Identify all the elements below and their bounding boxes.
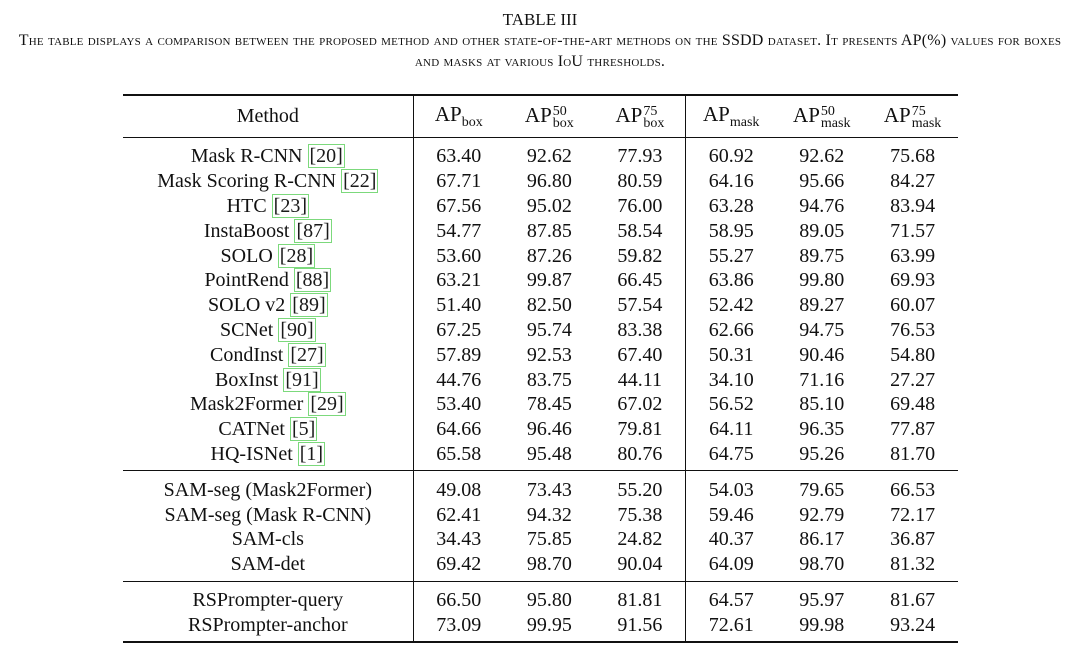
- value-cell: 63.40: [436, 145, 482, 168]
- value-cell: 54.77: [436, 219, 482, 242]
- value-cell: 55.20: [595, 471, 686, 502]
- value-cell: 57.89: [436, 343, 482, 366]
- value-cell: 24.82: [595, 527, 686, 552]
- value-cell: 86.17: [799, 528, 845, 551]
- value-cell: 67.40: [595, 342, 686, 367]
- method-name: SOLO v2: [208, 294, 286, 317]
- value-cell: 75.38: [595, 502, 686, 527]
- method-name: InstaBoost: [203, 219, 290, 242]
- value-cell: 89.05: [799, 219, 845, 242]
- citation-link[interactable]: [89]: [292, 294, 326, 317]
- citation-link[interactable]: [91]: [285, 368, 319, 391]
- value-cell: 58.95: [708, 219, 754, 242]
- value-cell: 99.80: [799, 269, 845, 292]
- method-name: CATNet: [218, 418, 285, 441]
- value-cell: 54.03: [686, 471, 777, 502]
- method-cell: [123, 367, 413, 392]
- citation-link[interactable]: [23]: [273, 194, 307, 217]
- method-cell: [123, 552, 413, 581]
- value-cell: 50.31: [708, 343, 754, 366]
- value-cell: 71.16: [799, 368, 845, 391]
- header-ap-box: [413, 95, 504, 138]
- value-cell: 95.80: [504, 581, 595, 612]
- table-body: [123, 138, 958, 643]
- value-cell: 87.26: [526, 244, 572, 267]
- value-cell: 64.66: [436, 418, 482, 441]
- value-cell: 59.82: [595, 243, 686, 268]
- value-cell: 76.53: [890, 318, 936, 341]
- value-cell: 54.80: [890, 343, 936, 366]
- method-cell: [123, 342, 413, 367]
- value-cell: 80.76: [595, 442, 686, 471]
- method-cell: [123, 471, 413, 502]
- value-cell: 79.65: [776, 471, 867, 502]
- value-cell: 77.87: [890, 418, 936, 441]
- value-cell: 55.27: [708, 244, 754, 267]
- method-cell: [123, 392, 413, 417]
- value-cell: 90.46: [799, 343, 845, 366]
- table-row: [123, 392, 958, 417]
- table-row: [123, 318, 958, 343]
- table-row: [123, 169, 958, 194]
- method-name: SAM-seg (Mask2Former): [163, 478, 372, 501]
- method-name: BoxInst: [214, 368, 279, 391]
- value-cell: 51.40: [436, 294, 482, 317]
- value-cell: 95.74: [526, 318, 572, 341]
- value-cell: 82.50: [526, 294, 572, 317]
- table-row: [123, 138, 958, 169]
- method-cell: [123, 138, 413, 169]
- citation-link[interactable]: [22]: [343, 170, 377, 193]
- value-cell: 36.87: [890, 528, 936, 551]
- value-cell: 53.60: [436, 244, 482, 267]
- citation-link[interactable]: [5]: [292, 418, 316, 441]
- citation-link[interactable]: [29]: [310, 393, 344, 416]
- header-ap-label: AP: [615, 103, 643, 128]
- value-cell: 27.27: [890, 368, 936, 391]
- method-name: CondInst: [209, 343, 284, 366]
- value-cell: 44.11: [595, 367, 686, 392]
- value-cell: 63.28: [708, 194, 754, 217]
- table-row: [123, 552, 958, 581]
- value-cell: 62.66: [708, 318, 754, 341]
- header-ap-box-75-sup: 75: [643, 103, 658, 119]
- citation-link[interactable]: [90]: [280, 318, 314, 341]
- value-cell: 95.66: [799, 170, 845, 193]
- value-cell: 89.27: [799, 294, 845, 317]
- value-cell: 63.21: [436, 269, 482, 292]
- table-row: [123, 293, 958, 318]
- method-name: SAM-cls: [231, 528, 304, 551]
- value-cell: 73.09: [413, 612, 504, 642]
- value-cell: 62.41: [436, 503, 482, 526]
- header-ap-box-50-sub: box: [552, 115, 574, 131]
- header-ap-label: AP: [434, 102, 462, 126]
- value-cell: 60.92: [708, 145, 754, 168]
- value-cell: 80.59: [595, 169, 686, 194]
- method-name: Mask2Former: [190, 393, 304, 416]
- value-cell: 83.94: [890, 194, 936, 217]
- value-cell: 92.53: [526, 343, 572, 366]
- value-cell: 98.70: [799, 553, 845, 576]
- table-row: [123, 218, 958, 243]
- method-cell: [123, 442, 413, 471]
- value-cell: 64.09: [708, 553, 754, 576]
- header-ap-box-sub: box: [461, 115, 483, 130]
- value-cell: 95.26: [799, 442, 845, 465]
- value-cell: 72.61: [686, 612, 777, 642]
- method-cell: [123, 194, 413, 219]
- value-cell: 87.85: [526, 219, 572, 242]
- method-name: RSPrompter-anchor: [188, 613, 348, 636]
- value-cell: 96.35: [799, 418, 845, 441]
- value-cell: 99.87: [526, 269, 572, 292]
- header-ap-box-50-sup: 50: [552, 103, 567, 119]
- value-cell: 57.54: [595, 293, 686, 318]
- value-cell: 91.56: [595, 612, 686, 642]
- value-cell: 94.75: [799, 318, 845, 341]
- value-cell: 56.52: [708, 393, 754, 416]
- table-row: [123, 612, 958, 642]
- table-row: [123, 502, 958, 527]
- value-cell: 53.40: [436, 393, 482, 416]
- value-cell: 69.42: [436, 553, 482, 576]
- method-cell: [123, 218, 413, 243]
- value-cell: 59.46: [708, 503, 754, 526]
- value-cell: 69.48: [890, 393, 936, 416]
- method-cell: [123, 318, 413, 343]
- value-cell: 81.81: [595, 581, 686, 612]
- value-cell: 75.68: [890, 145, 936, 168]
- table-row: [123, 581, 958, 612]
- value-cell: 90.04: [595, 552, 686, 581]
- table-row: [123, 243, 958, 268]
- value-cell: 99.95: [504, 612, 595, 642]
- citation-link[interactable]: [88]: [295, 269, 330, 292]
- value-cell: 84.27: [890, 170, 936, 193]
- value-cell: 64.57: [686, 581, 777, 612]
- value-cell: 67.02: [595, 392, 686, 417]
- header-ap-box-75: [595, 95, 686, 138]
- header-ap-mask-75-sup: 75: [911, 103, 926, 119]
- caption-text: The table displays a comparison between the proposed method and other state-of-the-art methods on the SSDD dataset. It presents AP(%) values for boxes and masks at various IoU thresholds.: [18, 32, 1062, 70]
- method-cell: [123, 243, 413, 268]
- value-cell: 66.50: [413, 581, 504, 612]
- table-row: [123, 527, 958, 552]
- table-row: [123, 268, 958, 293]
- value-cell: 77.93: [595, 138, 686, 169]
- header-ap-label: AP: [524, 103, 552, 128]
- method-cell: [123, 417, 413, 442]
- value-cell: 66.45: [595, 268, 686, 293]
- value-cell: 92.79: [799, 503, 845, 526]
- value-cell: 64.16: [708, 170, 754, 193]
- value-cell: 72.17: [890, 503, 936, 526]
- method-cell: [123, 612, 413, 642]
- value-cell: 75.85: [526, 528, 572, 551]
- method-name: SAM-seg (Mask R-CNN): [164, 503, 372, 526]
- value-cell: 93.24: [867, 612, 958, 642]
- table-caption: [0, 10, 1080, 72]
- header-ap-mask-75-sub: mask: [911, 115, 942, 131]
- method-name: SOLO: [220, 244, 273, 267]
- value-cell: 58.54: [595, 218, 686, 243]
- results-table: [123, 94, 958, 643]
- method-name: Mask Scoring R-CNN: [157, 170, 337, 193]
- citation-link[interactable]: [27]: [290, 343, 324, 366]
- value-cell: 83.75: [526, 368, 572, 391]
- citation-link[interactable]: [87]: [296, 219, 330, 242]
- value-cell: 98.70: [526, 553, 572, 576]
- value-cell: 71.57: [890, 219, 936, 242]
- value-cell: 96.46: [526, 418, 572, 441]
- header-ap-box-50: [504, 95, 595, 138]
- value-cell: 52.42: [708, 294, 754, 317]
- header-ap-mask-75: [867, 95, 958, 138]
- table-row: [123, 342, 958, 367]
- method-name: RSPrompter-query: [192, 588, 344, 611]
- value-cell: 81.70: [890, 442, 936, 465]
- value-cell: 94.76: [799, 194, 845, 217]
- table-row: [123, 417, 958, 442]
- value-cell: 64.11: [709, 418, 754, 441]
- header-ap-box-75-sub: box: [643, 115, 665, 131]
- header-method: Method: [123, 95, 413, 138]
- table-row: [123, 367, 958, 392]
- value-cell: 73.43: [504, 471, 595, 502]
- value-cell: 65.58: [436, 442, 482, 465]
- header-ap-label: AP: [702, 102, 730, 126]
- value-cell: 67.71: [436, 170, 482, 193]
- caption-title: TABLE III: [502, 10, 578, 29]
- value-cell: 76.00: [595, 194, 686, 219]
- header-ap-mask-50: [776, 95, 867, 138]
- method-name: PointRend: [204, 269, 289, 292]
- value-cell: 69.93: [890, 269, 936, 292]
- value-cell: 67.25: [436, 318, 482, 341]
- value-cell: 83.38: [595, 318, 686, 343]
- header-ap-mask-50-sub: mask: [820, 115, 851, 131]
- value-cell: 63.99: [890, 244, 936, 267]
- value-cell: 92.62: [799, 145, 845, 168]
- method-cell: [123, 268, 413, 293]
- value-cell: 99.98: [776, 612, 867, 642]
- header-ap-mask-50-sup: 50: [820, 103, 835, 119]
- table-row: [123, 194, 958, 219]
- value-cell: 95.48: [526, 442, 572, 465]
- method-name: SCNet: [219, 318, 274, 341]
- value-cell: 64.75: [708, 442, 754, 465]
- method-name: HQ-ISNet: [210, 442, 293, 465]
- value-cell: 34.10: [708, 368, 754, 391]
- header-ap-label: AP: [793, 103, 820, 128]
- value-cell: 66.53: [867, 471, 958, 502]
- method-cell: [123, 293, 413, 318]
- value-cell: 44.76: [436, 368, 482, 391]
- value-cell: 34.43: [436, 528, 482, 551]
- method-name: SAM-det: [230, 553, 306, 576]
- citation-link[interactable]: [1]: [299, 442, 324, 465]
- table-row: [123, 471, 958, 502]
- value-cell: 40.37: [708, 528, 754, 551]
- header-ap-label: AP: [883, 103, 911, 128]
- header-ap-mask-sub: mask: [729, 115, 760, 130]
- value-cell: 79.81: [595, 417, 686, 442]
- value-cell: 81.32: [890, 553, 936, 576]
- method-name: Mask R-CNN: [190, 145, 303, 168]
- value-cell: 94.32: [526, 503, 572, 526]
- value-cell: 96.80: [526, 170, 572, 193]
- method-cell: [123, 581, 413, 612]
- method-cell: [123, 502, 413, 527]
- method-cell: [123, 169, 413, 194]
- method-cell: [123, 527, 413, 552]
- value-cell: 60.07: [890, 294, 936, 317]
- value-cell: 85.10: [799, 393, 845, 416]
- value-cell: 67.56: [436, 194, 482, 217]
- header-ap-mask: [686, 95, 777, 138]
- value-cell: 89.75: [799, 244, 845, 267]
- value-cell: 49.08: [413, 471, 504, 502]
- citation-link[interactable]: [28]: [279, 244, 314, 267]
- value-cell: 92.62: [526, 145, 572, 168]
- table-row: [123, 442, 958, 471]
- value-cell: 78.45: [526, 393, 572, 416]
- value-cell: 95.02: [526, 194, 572, 217]
- citation-link[interactable]: [20]: [309, 145, 343, 168]
- value-cell: 63.86: [708, 269, 754, 292]
- method-name: HTC: [226, 194, 267, 217]
- table-header-row: [123, 95, 958, 138]
- value-cell: 95.97: [776, 581, 867, 612]
- value-cell: 81.67: [867, 581, 958, 612]
